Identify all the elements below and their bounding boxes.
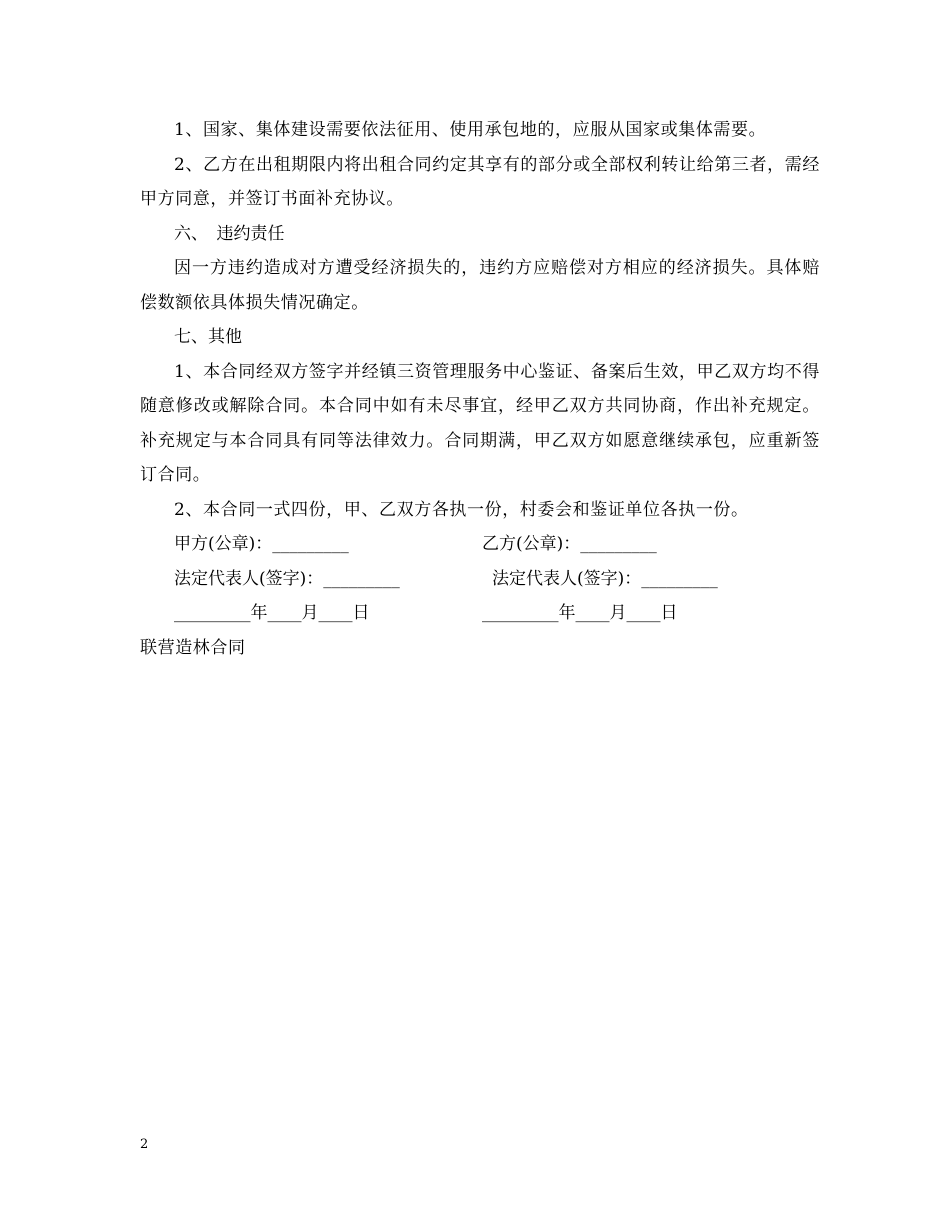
party-b-representative-field: 法定代表人(签字)：_________ — [492, 568, 718, 589]
section-heading: 七、其他 — [174, 327, 242, 347]
clause-paragraph: 1、国家、集体建设需要依法征用、使用承包地的，应服从国家或集体需要。 — [174, 120, 767, 140]
clause-paragraph: 2、乙方在出租期限内将出租合同约定其享有的部分或全部权利转让给第三者，需经甲方同意，并签订书面补充协议。 — [140, 154, 820, 209]
party-a-date-field: _________年____月____日 — [174, 603, 370, 623]
party-b-date-field: _________年____月____日 — [482, 603, 678, 623]
section-heading: 六、 违约责任 — [174, 223, 285, 244]
signature-row-date — [140, 596, 820, 631]
signature-row-representative — [140, 562, 820, 597]
clause-paragraph: 因一方违约造成对方遭受经济损失的，违约方应赔偿对方相应的经济损失。具体赔偿数额依具体损失情况确定。 — [140, 258, 820, 313]
party-b-seal-field: 乙方(公章)：_________ — [482, 534, 657, 554]
page-number: 2 — [140, 1137, 149, 1152]
clause-paragraph: 2、本合同一式四份，甲、乙双方各执一份，村委会和鉴证单位各执一份。 — [174, 499, 749, 520]
document-body — [140, 113, 820, 665]
clause-paragraph: 1、本合同经双方签字并经镇三资管理服务中心鉴证、备案后生效，甲乙双方均不得随意修改或解除合同。本合同中如有未尽事宜，经甲乙双方共同协商，作出补充规定。补充规定与本合同具有同等法律效力。合同期满，甲乙双方如愿意继续承包，应重新签订合同。 — [140, 361, 820, 485]
next-document-title: 联营造林合同 — [140, 637, 246, 658]
party-a-representative-field: 法定代表人(签字)：_________ — [174, 568, 400, 589]
party-a-seal-field: 甲方(公章)：_________ — [174, 534, 349, 554]
signature-row-seal — [140, 527, 820, 562]
